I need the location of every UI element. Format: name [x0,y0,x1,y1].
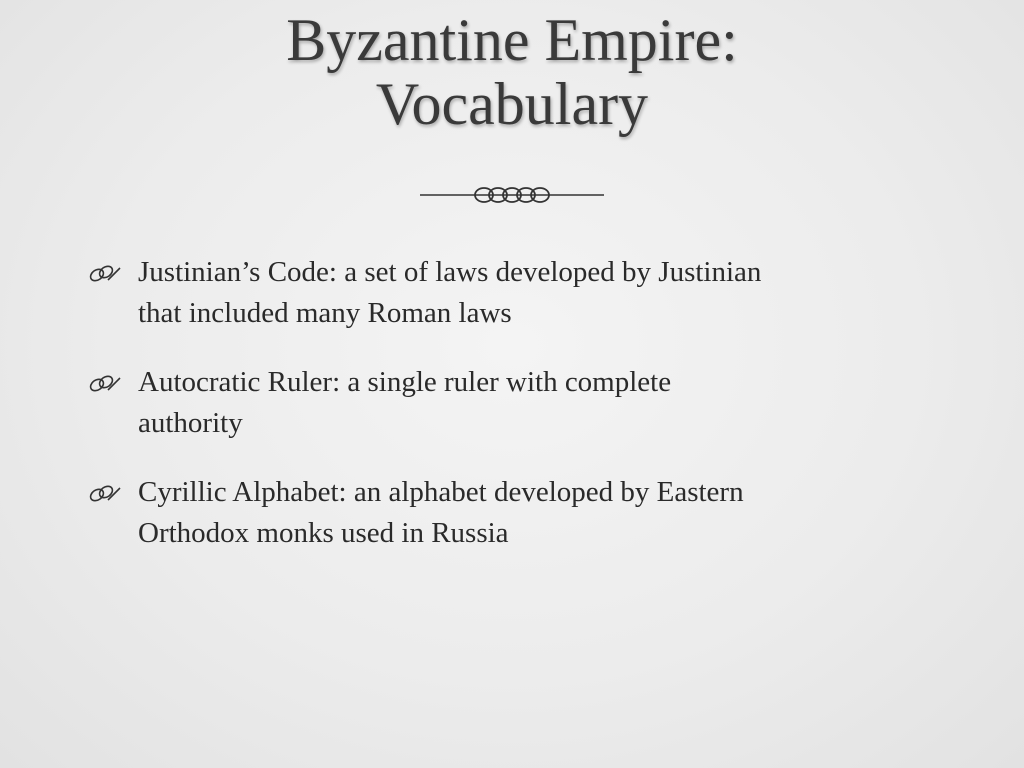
bullet-line-1: Cyrillic Alphabet: an alphabet developed by Eastern [138,476,744,508]
linked-loops-bullet-icon [88,482,122,504]
bullet-line-2: Orthodox monks used in Russia [138,517,509,549]
linked-loops-bullet-icon [88,262,122,284]
title-line-2: Vocabulary [375,71,649,137]
bullet-list [88,252,948,582]
bullet-item-autocratic-ruler [88,362,948,444]
bullet-line-2: authority [138,407,243,439]
title-line-1: Byzantine Empire: [286,7,738,73]
bullet-line-1: Justinian’s Code: a set of laws developed by Justinian [138,256,762,288]
bullet-item-cyrillic-alphabet [88,472,948,554]
bullet-item-justinians-code [88,252,948,334]
bullet-line-2: that included many Roman laws [138,297,512,329]
ornamental-divider-icon [420,178,604,212]
linked-loops-bullet-icon [88,372,122,394]
bullet-line-1: Autocratic Ruler: a single ruler with complete [138,366,672,398]
slide-title [0,8,1024,136]
